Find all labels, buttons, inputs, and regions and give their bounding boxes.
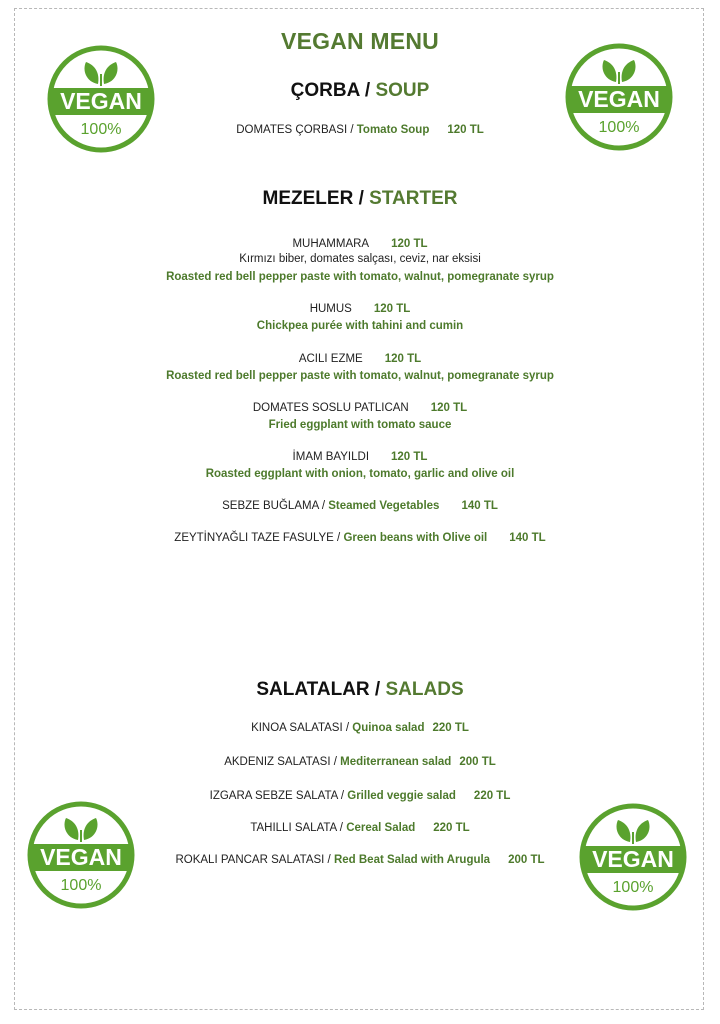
item-price: 140 TL xyxy=(509,532,546,544)
item-tr: TAHILLI SALATA xyxy=(250,822,337,834)
item-name: HUMUS xyxy=(309,303,352,315)
menu-item-tahilli xyxy=(0,821,720,836)
menu-item-patlican xyxy=(0,401,720,416)
item-tr: DOMATES ÇORBASI xyxy=(236,124,348,136)
menu-item-rokali-pancar xyxy=(0,853,720,868)
item-sep: / xyxy=(318,500,329,512)
item-sep: / xyxy=(333,532,344,544)
section-tr: MEZELER xyxy=(262,188,354,209)
item-sep: / xyxy=(324,854,334,866)
menu-item-acili-ezme xyxy=(0,352,720,367)
item-price: 120 TL xyxy=(373,303,411,315)
item-tr: IZGARA SEBZE SALATA xyxy=(209,790,338,802)
menu-item-imam-bayildi xyxy=(0,450,720,465)
section-heading-starter xyxy=(0,188,720,210)
section-en: SALADS xyxy=(385,679,464,700)
badge-percent: 100% xyxy=(598,119,640,136)
item-price: 200 TL xyxy=(508,854,545,866)
item-price: 200 TL xyxy=(459,756,496,768)
menu-item-muhammara xyxy=(0,237,720,252)
section-en: SOUP xyxy=(375,80,430,101)
item-name: ACILI EZME xyxy=(298,353,363,365)
item-price: 220 TL xyxy=(473,790,511,802)
item-en: Grilled veggie salad xyxy=(347,790,456,802)
item-tr: ROKALI PANCAR SALATASI xyxy=(175,854,325,866)
menu-item-taze-fasulye xyxy=(0,531,720,546)
item-name: DOMATES SOSLU PATLICAN xyxy=(252,402,409,414)
item-price: 120 TL xyxy=(430,402,468,414)
item-price: 220 TL xyxy=(432,722,469,734)
item-desc-en: Fried eggplant with tomato sauce xyxy=(268,419,452,431)
item-en: Cereal Salad xyxy=(346,822,416,834)
menu-title: VEGAN MENU xyxy=(281,28,439,54)
badge-word: VEGAN xyxy=(60,88,142,114)
item-desc-en: Roasted red bell pepper paste with tomato, walnut, pomegranate syrup xyxy=(166,271,554,283)
item-desc-tr: Kırmızı biber, domates salçası, ceviz, nar eksisi xyxy=(239,253,481,265)
item-desc-en: Chickpea purée with tahini and cumin xyxy=(256,320,464,332)
item-en: Mediterranean salad xyxy=(340,756,452,768)
item-tr: AKDENIZ SALATASI xyxy=(224,756,331,768)
menu-item-humus xyxy=(0,302,720,317)
item-en: Steamed Vegetables xyxy=(328,500,440,512)
badge-word: VEGAN xyxy=(592,846,674,872)
item-price: 120 TL xyxy=(391,451,428,463)
item-sep: / xyxy=(330,756,341,768)
badge-percent: 100% xyxy=(60,877,102,894)
item-price: 120 TL xyxy=(447,124,484,136)
menu-item-sebze-buglama xyxy=(0,499,720,514)
menu-item-tomato-soup xyxy=(0,123,720,138)
item-en: Red Beat Salad with Arugula xyxy=(333,854,491,866)
item-sep: / xyxy=(337,790,348,802)
item-name: MUHAMMARA xyxy=(292,238,370,250)
menu-item-kinoa xyxy=(0,721,720,736)
item-sep: / xyxy=(347,124,357,136)
item-tr: KINOA SALATASI xyxy=(251,722,343,734)
section-slash: / xyxy=(353,188,370,209)
item-en: Green beans with Olive oil xyxy=(343,532,488,544)
badge-word: VEGAN xyxy=(578,86,660,112)
menu-item-izgara-sebze xyxy=(0,789,720,804)
item-desc-en: Roasted red bell pepper paste with tomato, walnut, pomegranate syrup xyxy=(166,370,554,382)
item-sep: / xyxy=(336,822,347,834)
item-price: 120 TL xyxy=(384,353,422,365)
section-heading-soup xyxy=(0,80,720,102)
section-en: STARTER xyxy=(369,188,458,209)
section-heading-salads xyxy=(0,679,720,701)
item-price: 120 TL xyxy=(391,238,428,250)
badge-percent: 100% xyxy=(80,121,122,138)
item-tr: SEBZE BUĞLAMA xyxy=(222,500,319,512)
item-sep: / xyxy=(342,722,353,734)
badge-percent: 100% xyxy=(612,879,654,896)
item-price: 220 TL xyxy=(433,822,470,834)
section-tr: ÇORBA xyxy=(290,80,360,101)
section-slash: / xyxy=(359,80,376,101)
item-en: Quinoa salad xyxy=(352,722,425,734)
item-tr: ZEYTİNYAĞLI TAZE FASULYE xyxy=(174,532,334,544)
item-name: İMAM BAYILDI xyxy=(292,451,370,463)
item-price: 140 TL xyxy=(461,500,498,512)
menu-item-akdeniz xyxy=(0,755,720,770)
section-tr: SALATALAR xyxy=(256,679,370,700)
badge-word: VEGAN xyxy=(40,844,122,870)
section-slash: / xyxy=(369,679,386,700)
item-desc-en: Roasted eggplant with onion, tomato, garlic and olive oil xyxy=(205,468,515,480)
item-en: Tomato Soup xyxy=(356,124,430,136)
